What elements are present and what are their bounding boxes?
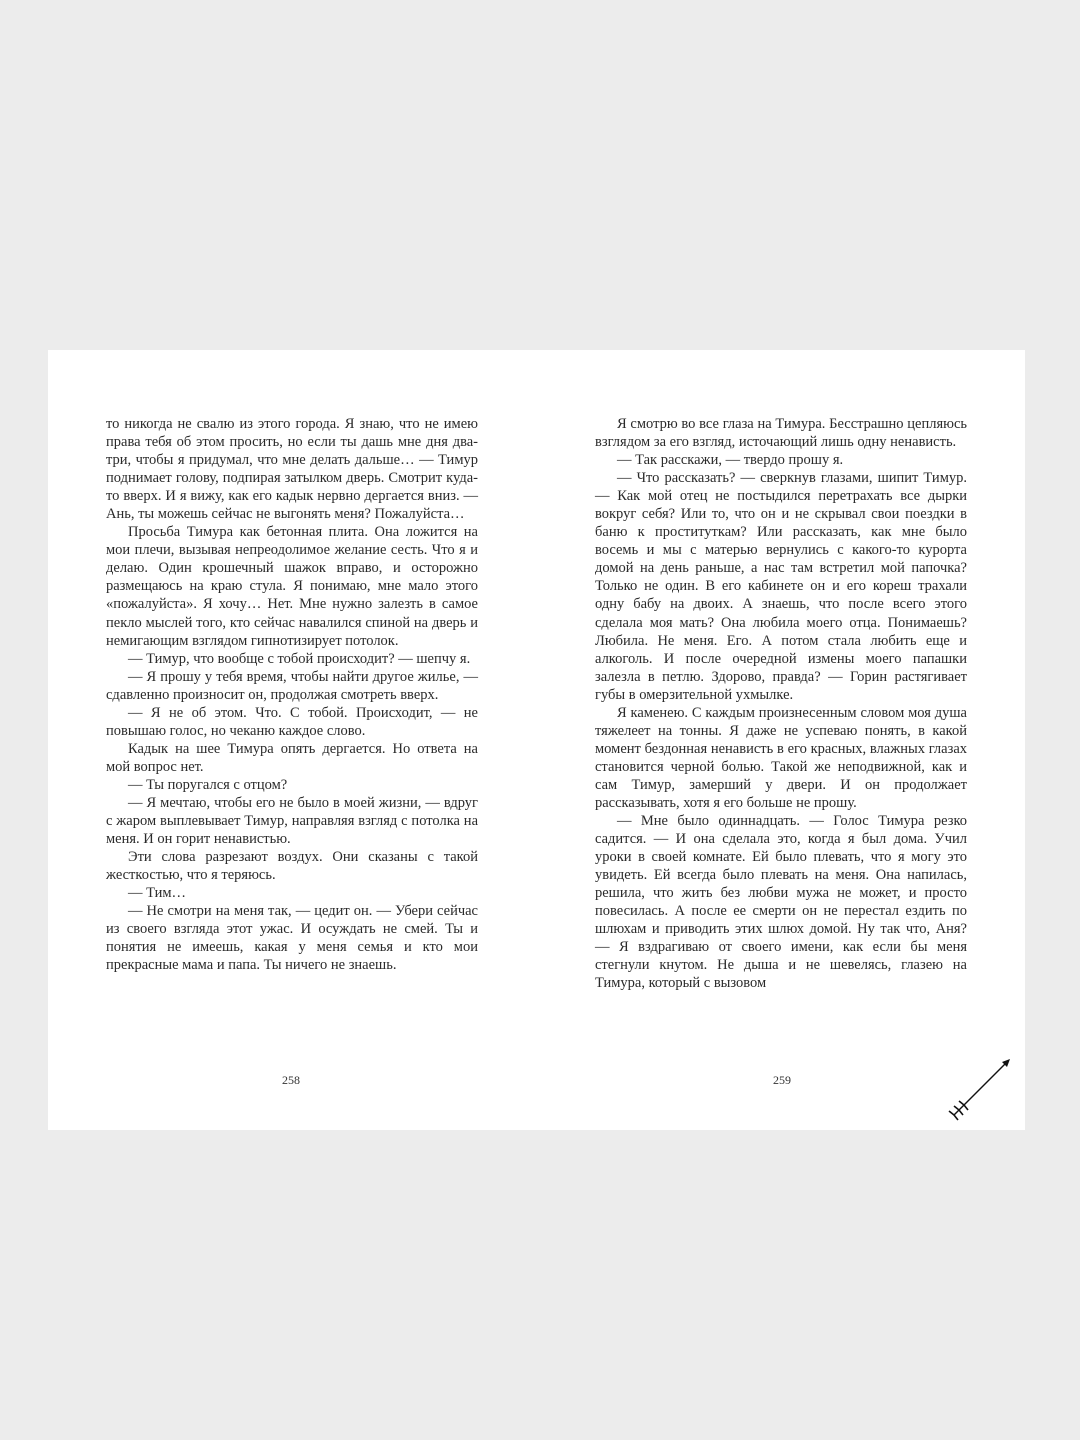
paragraph: то никогда не свалю из этого города. Я знаю, что не имею права тебя об этом просить, но если ты дашь мне дня два-три, чтобы я придумал, что мне делать дальше… — Тимур поднимает голову, подпирая затылком дверь. Смотрит куда-то вверх. И я вижу, как его кадык нервно дергается вниз. — Ань, ты можешь сейчас не выгонять меня? Пожалуйста… bbox=[106, 416, 478, 523]
paragraph: — Мне было одиннадцать. — Голос Тимура резко садится. — И она сделала это, когда я был дома. Учил уроки в своей комнате. Ей было плевать, что я могу это увидеть. Ей всегда было плевать на меня. Она напилась, решила, что жить без любви мужа не может, и просто повесилась. А после ее смерти он не перестал ездить по шлюхам и приводить этих шлюх домой. Ну так что, Аня? — Я вздрагиваю от своего имени, как если бы меня стегнули кнутом. Не дыша и не шевелясь, глазею на Тимура, который с вызовом bbox=[595, 813, 967, 992]
paragraph: Я каменею. С каждым произнесенным словом моя душа тяжелеет на тонны. Я даже не успеваю понять, в какой момент бездонная ненависть в его красных, влажных глазах становится черной болью. Такой же неподвижной, как и сам Тимур, замерший у двери. И он продолжает рассказывать, хотя я его больше не прошу. bbox=[595, 704, 967, 811]
paragraph: Эти слова разрезают воздух. Они сказаны с такой жесткостью, что я теряюсь. bbox=[106, 849, 478, 884]
paragraph: — Что рассказать? — сверкнув глазами, шипит Тимур. — Как мой отец не постыдился перетрахать все дырки вокруг себя? Или то, что он и не скрывал свои поездки в баню к проституткам? Или рассказать, как мне было восемь и мы с матерью вернулись с какого-то курорта домой на день раньше, а нас там встретил мой папочка? Только не один. В его кабинете он и его кореш трахали одну бабу на двоих. А знаешь, что после всего этого сделала моя мать? Она любила моего отца. Понимаешь? Любила. Не меня. Его. А потом стала любить еще и алкоголь. И после очередной измены моего папашки залезла в петлю. Здорово, правда? — Горин растягивает губы в омерзительной ухмылке. bbox=[595, 470, 967, 703]
paragraph: — Не смотри на меня так, — цедит он. — Убери сейчас из своего взгляда этот ужас. И осуждать не смей. Ты и понятия не имеешь, какая у меня семья и кто мои прекрасные мама и папа. Ты ничего не знаешь. bbox=[106, 903, 478, 974]
book-spread bbox=[48, 350, 1025, 1130]
paragraph: — Я прошу у тебя время, чтобы найти другое жилье, — сдавленно произносит он, продолжая смотреть вверх. bbox=[106, 668, 478, 703]
paragraph: — Ты поругался с отцом? bbox=[128, 776, 288, 793]
paragraph: — Тимур, что вообще с тобой происходит? — шепчу я. bbox=[128, 650, 471, 667]
page-number-right: 259 bbox=[773, 1073, 791, 1087]
paragraph: — Я мечтаю, чтобы его не было в моей жизни, — вдруг с жаром выплевывает Тимур, направляя взгляд с потолка на меня. И он горит ненавистью. bbox=[106, 794, 478, 848]
paragraph: — Так расскажи, — твердо прошу я. bbox=[617, 452, 844, 469]
right-page-text bbox=[595, 415, 967, 993]
arrow-icon bbox=[946, 1053, 1016, 1123]
paragraph: Я смотрю во все глаза на Тимура. Бесстрашно цепляюсь взглядом за его взгляд, источающий лишь одну ненависть. bbox=[595, 416, 967, 451]
paragraph: Кадык на шее Тимура опять дергается. Но ответа на мой вопрос нет. bbox=[106, 740, 478, 775]
page-number-left: 258 bbox=[282, 1073, 300, 1087]
left-page-text bbox=[106, 415, 478, 974]
paragraph: Просьба Тимура как бетонная плита. Она ложится на мои плечи, вызывая непреодолимое желание сесть. Что я и делаю. Один крошечный шажок вправо, и осторожно размещаюсь на краю стула. Я понимаю, мне мало этого «пожалуйста». Я хочу… Нет. Мне нужно залезть в самое пекло мыслей того, кто сейчас навалился спиной на дверь и немигающим взглядом гипнотизирует потолок. bbox=[106, 524, 478, 649]
paragraph: — Тим… bbox=[128, 885, 187, 902]
paragraph: — Я не об этом. Что. С тобой. Происходит, — не повышаю голос, но чеканю каждое слово. bbox=[106, 704, 478, 739]
